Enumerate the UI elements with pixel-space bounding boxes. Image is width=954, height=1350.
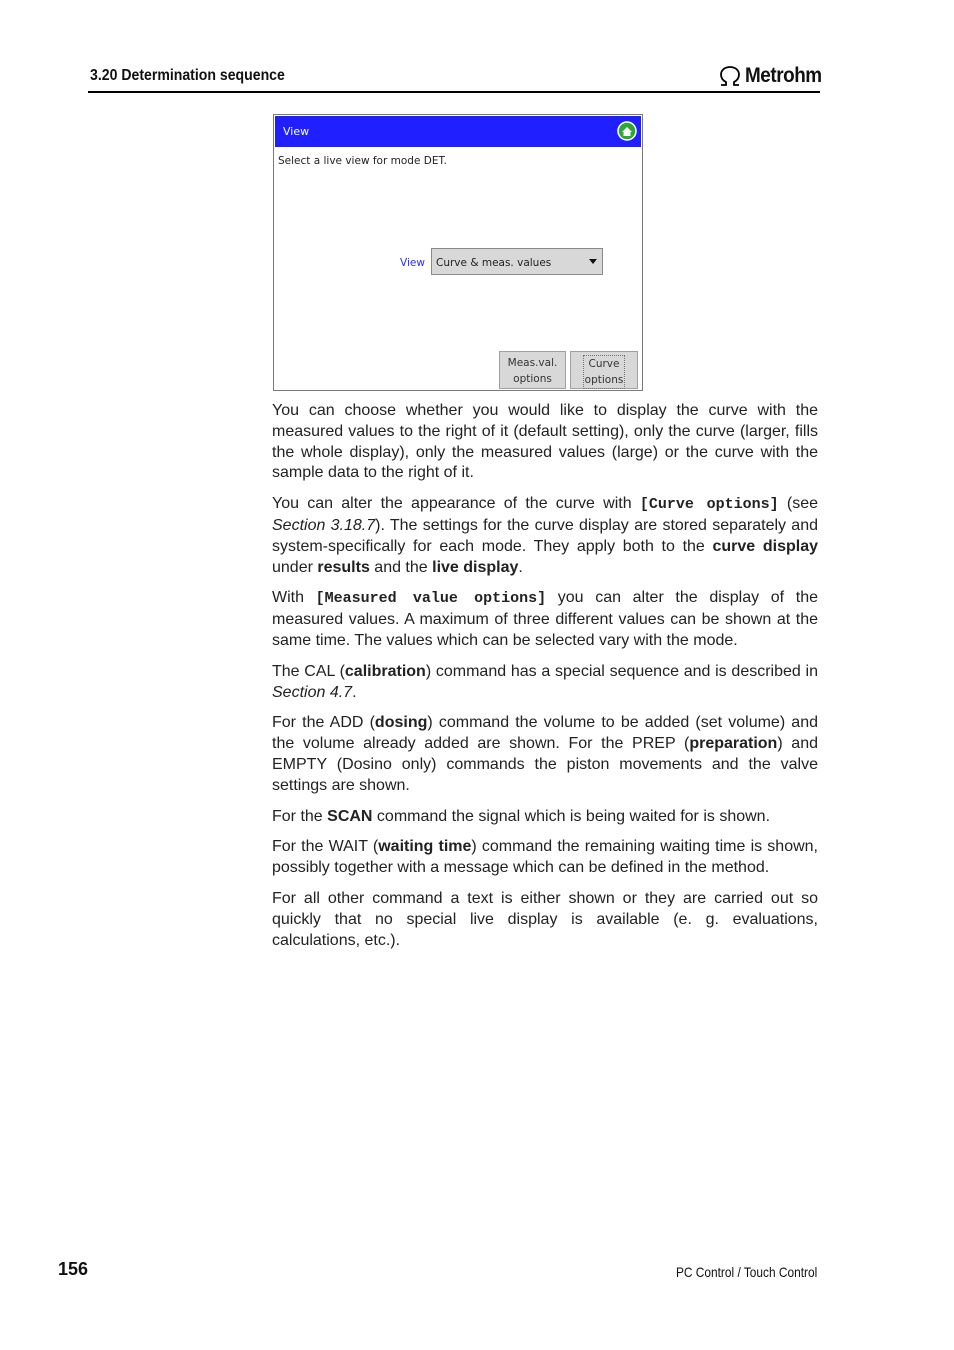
curve-button-line1: Curve [588, 358, 620, 370]
curve-button-focus [583, 355, 626, 389]
paragraph-4 [272, 662, 818, 704]
text: ) command has a special sequence and is described in [425, 662, 818, 680]
text: you can alter the display of the measured values. A maximum of three different values can be shown at the same time. The values which can be selected vary with the mode. [272, 589, 818, 649]
text: The CAL ( [272, 662, 345, 680]
curve-options-button[interactable] [570, 351, 638, 389]
text: ) and EMPTY (Dosino only) commands the piston movements and the valve settings are shown. [272, 735, 819, 794]
section-ref: Section 3.18.7 [272, 516, 376, 534]
view-select[interactable] [431, 248, 603, 275]
bold-term: live display [432, 558, 519, 576]
text: You can alter the appearance of the curve with [272, 495, 640, 513]
dialog-title: View [283, 125, 310, 138]
view-dialog [273, 114, 643, 391]
text: command the signal which is being waited for is shown. [372, 807, 771, 825]
text: (see [778, 495, 819, 513]
text: ). The settings for the curve display are stored separately and system-specifically for each mode. They apply both to the [272, 516, 818, 555]
paragraph-2 [272, 494, 818, 578]
omega-logo-icon [718, 65, 742, 87]
text: For the ADD ( [272, 714, 375, 732]
bold-term: results [317, 558, 370, 576]
text: For the [272, 807, 328, 825]
bold-term: dosing [374, 714, 428, 732]
section-title: 3.20 Determination sequence [90, 67, 285, 84]
view-select-value: Curve & meas. values [436, 257, 552, 269]
text: under [272, 558, 318, 576]
home-icon[interactable] [617, 121, 637, 141]
curve-button-line2: options [584, 374, 624, 386]
bold-term: curve display [712, 537, 818, 555]
text: and the [369, 558, 433, 576]
bold-term: waiting time [378, 838, 472, 856]
measured-value-options-ref: [Measured value options] [315, 590, 547, 608]
dialog-message: Select a live view for mode DET. [278, 155, 447, 167]
section-ref: Section 4.7 [272, 683, 353, 701]
text: ) command the remaining waiting time is shown, possibly together with a message which can be defined in the method. [272, 838, 819, 877]
bold-term: preparation [689, 735, 778, 753]
curve-options-ref: [Curve options] [639, 496, 779, 514]
paragraph-6 [272, 807, 818, 828]
body-text [272, 401, 818, 961]
text: For the WAIT ( [272, 838, 379, 856]
paragraph-3 [272, 588, 818, 651]
paragraph-5 [272, 713, 818, 796]
text: . [518, 558, 523, 576]
paragraph-1: You can choose whether you would like to display the curve with the measured values to the right of it (default setting), only the curve (larger, fills the whole display), only the measured values (large) or the curve with the sample data to the right of it. [272, 402, 818, 482]
text: With [272, 589, 316, 607]
chevron-down-icon [589, 259, 597, 264]
meas-button-line2: options [513, 373, 552, 385]
meas-val-options-button[interactable] [499, 351, 566, 389]
metrohm-logo [718, 64, 830, 88]
footer-product: PC Control / Touch Control [675, 1264, 817, 1280]
header-rule [88, 91, 820, 93]
bold-term: calibration [344, 662, 426, 680]
paragraph-8: For all other command a text is either shown or they are carried out so quickly that no special live display is available (e. g. evaluations, calculations, etc.). [272, 889, 818, 949]
text: . [352, 683, 357, 701]
text: ) command the volume to be added (set volume) and the volume already added are shown. For the PREP ( [272, 714, 818, 753]
dialog-titlebar [275, 116, 641, 147]
page-number: 156 [58, 1259, 89, 1279]
bold-term: SCAN [327, 807, 373, 825]
view-label: View [400, 257, 425, 269]
logo-text: Metrohm [745, 64, 822, 87]
paragraph-7 [272, 837, 818, 879]
meas-button-line1: Meas.val. [507, 357, 558, 369]
